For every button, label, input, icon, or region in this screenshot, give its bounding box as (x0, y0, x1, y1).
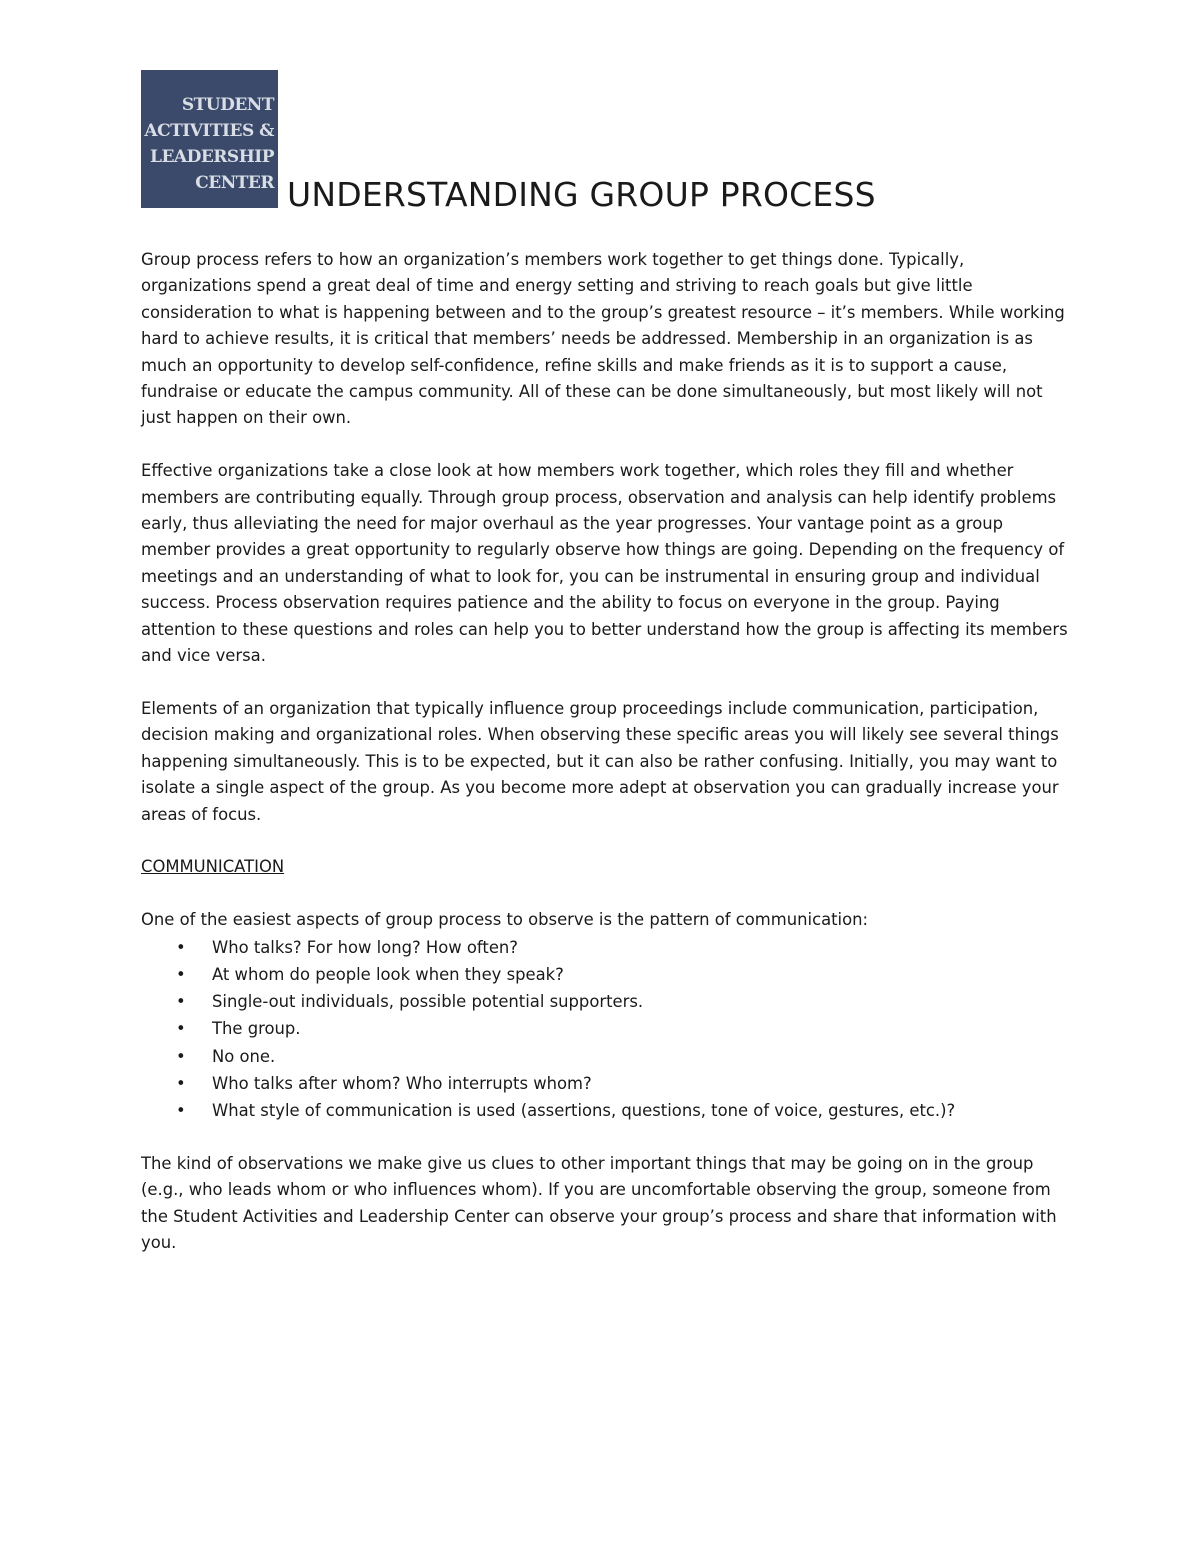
document-body (141, 247, 1071, 1283)
bullet-icon: • (176, 1101, 186, 1121)
document-title: UNDERSTANDING GROUP PROCESS (287, 175, 876, 214)
logo-line: CENTER (195, 173, 274, 193)
bullet-text: The group. (212, 1019, 301, 1039)
list-item (141, 1043, 1071, 1070)
intro-paragraph: Group process refers to how an organization’s members work together to get things done. Typically, organizations spend a great deal of time and energy setting and striving to reach goals but give little consideration to what is happening between and to the group’s greatest resource – it’s members. While working hard to achieve results, it is critical that members’ needs be addressed. Membership in an organization is as much an opportunity to develop self-confidence, refine skills and make friends as it is to support a cause, fundraise or educate the campus community. All of these can be done simultaneously, but most likely will not just happen on their own. (141, 250, 1065, 428)
list-item (141, 988, 1071, 1015)
effective-organizations-paragraph: Effective organizations take a close look at how members work together, which roles they fill and whether members are contributing equally. Through group process, observation and analysis can help identify problems early, thus alleviating the need for major overhaul as the year progresses. Your vantage point as a group member provides a great opportunity to regularly observe how things are going. Depending on the frequency of meetings and an understanding of what to look for, you can be instrumental in ensuring group and individual success. Process observation requires patience and the ability to focus on everyone in the group. Paying attention to these questions and roles can help you to better understand how the group is affecting its members and vice versa. (141, 461, 1068, 666)
bullet-icon: • (176, 937, 186, 957)
bullet-text: No one. (212, 1046, 276, 1066)
list-item (141, 1015, 1071, 1042)
bullet-text: At whom do people look when they speak? (212, 964, 564, 984)
bullet-icon: • (176, 992, 186, 1012)
bullet-text: Single-out individuals, possible potential supporters. (212, 992, 644, 1012)
bullet-icon: • (176, 964, 186, 984)
bullet-text: What style of communication is used (assertions, questions, tone of voice, gestures, etc.)? (212, 1101, 956, 1121)
logo-line: ACTIVITIES & (144, 121, 274, 141)
bullet-text: Who talks after whom? Who interrupts whom? (212, 1073, 592, 1093)
student-activities-logo (141, 70, 278, 208)
logo-line: STUDENT (181, 95, 274, 115)
bullet-text: Who talks? For how long? How often? (212, 937, 519, 957)
list-item (141, 934, 1071, 961)
list-item (141, 1070, 1071, 1097)
bullet-icon: • (176, 1073, 186, 1093)
closing-paragraph: The kind of observations we make give us clues to other important things that may be going on in the group (e.g., who leads whom or who influences whom). If you are uncomfortable observing the group, someone from the Student Activities and Leadership Center can observe your group’s process and share that information with you. (141, 1153, 1057, 1253)
list-item (141, 1097, 1071, 1124)
elements-paragraph: Elements of an organization that typically influence group proceedings include communication, participation, decision making and organizational roles. When observing these specific areas you will likely see several things happening simultaneously. This is to be expected, but it can also be rather confusing. Initially, you may want to isolate a single aspect of the group. As you become more adept at observation you can gradually increase your areas of focus. (141, 698, 1059, 824)
list-item (141, 961, 1071, 988)
logo-line: LEADERSHIP (149, 147, 274, 167)
communication-bullet-list (141, 934, 1071, 1125)
bullet-icon: • (176, 1046, 186, 1066)
communication-intro: One of the easiest aspects of group process to observe is the pattern of communication: (141, 910, 869, 930)
communication-heading: COMMUNICATION (141, 857, 285, 877)
bullet-icon: • (176, 1019, 186, 1039)
